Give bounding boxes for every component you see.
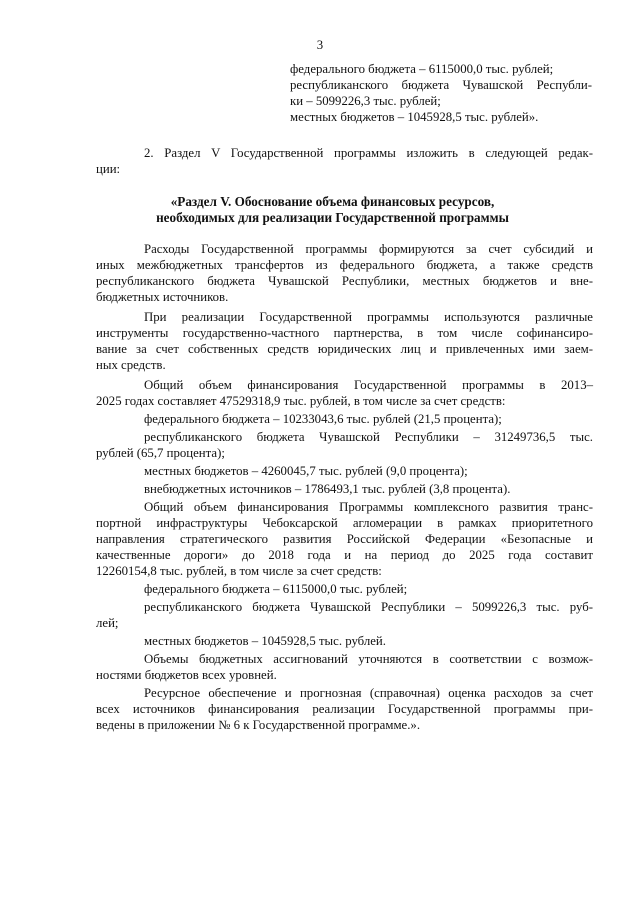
item2-line-1: 2. Раздел V Государственной программы изложить в следующей редак-	[144, 146, 593, 160]
body-line: портной инфраструктуры Чебоксарской агломерации в рамках приоритетного	[96, 516, 593, 530]
body-line: качественные дороги» до 2018 года и на период до 2025 года составит	[96, 548, 593, 562]
body-line: республиканского бюджета Чувашской Республики, местных бюджетов и вне-	[96, 274, 593, 288]
body-line: бюджетных источников.	[96, 290, 229, 304]
body-line: Общий объем финансирования Программы комплексного развития транс-	[144, 500, 593, 514]
body-line: местных бюджетов – 1045928,5 тыс. рублей.	[144, 634, 386, 648]
section-heading-line-2: необходимых для реализации Государственной программы	[156, 210, 509, 225]
body-line: 2025 годах составляет 47529318,9 тыс. рублей, в том числе за счет средств:	[96, 394, 506, 408]
body-line: направления стратегического развития Российской Федерации «Безопасные и	[96, 532, 593, 546]
body-line: федерального бюджета – 10233043,6 тыс. рублей (21,5 процента);	[144, 412, 502, 426]
body-line: местных бюджетов – 4260045,7 тыс. рублей (9,0 процента);	[144, 464, 468, 478]
body-line: всех источников финансирования реализации Государственной программы при-	[96, 702, 593, 716]
body-line: Ресурсное обеспечение и прогнозная (справочная) оценка расходов за счет	[144, 686, 593, 700]
body-line: иных межбюджетных трансфертов из федерального бюджета, а также средств	[96, 258, 593, 272]
top-line-3: ки – 5099226,3 тыс. рублей;	[290, 94, 441, 108]
page-number: 3	[316, 38, 324, 52]
body-line: ведены в приложении № 6 к Государственной программе.».	[96, 718, 421, 732]
body-line: 12260154,8 тыс. рублей, в том числе за счет средств:	[96, 564, 382, 578]
top-line-1: федерального бюджета – 6115000,0 тыс. рублей;	[290, 62, 554, 76]
body-line: Объемы бюджетных ассигнований уточняются в соответствии с возмож-	[144, 652, 593, 666]
body-line: лей;	[96, 616, 119, 630]
body-line: вание за счет собственных средств юридических лиц и привлеченных ими заем-	[96, 342, 593, 356]
body-line: инструменты государственно-частного партнерства, в том числе софинансиро-	[96, 326, 593, 340]
body-line: Расходы Государственной программы формируются за счет субсидий и	[144, 242, 593, 256]
top-line-2: республиканского бюджета Чувашской Республи-	[290, 78, 592, 92]
body-line: При реализации Государственной программы используются различные	[144, 310, 593, 324]
body-line: Общий объем финансирования Государственной программы в 2013–	[144, 378, 593, 392]
top-line-4: местных бюджетов – 1045928,5 тыс. рублей».	[290, 110, 539, 124]
item2-line-2: ции:	[96, 162, 121, 176]
body-line: рублей (65,7 процента);	[96, 446, 225, 460]
body-line: ностями бюджетов всех уровней.	[96, 668, 277, 682]
body-line: республиканского бюджета Чувашской Республики – 31249736,5 тыс.	[144, 430, 593, 444]
body-line: внебюджетных источников – 1786493,1 тыс. рублей (3,8 процента).	[144, 482, 511, 496]
body-line: федерального бюджета – 6115000,0 тыс. рублей;	[144, 582, 408, 596]
body-line: ных средств.	[96, 358, 166, 372]
section-heading-line-1: «Раздел V. Обоснование объема финансовых ресурсов,	[170, 194, 495, 209]
body-line: республиканского бюджета Чувашской Республики – 5099226,3 тыс. руб-	[144, 600, 593, 614]
